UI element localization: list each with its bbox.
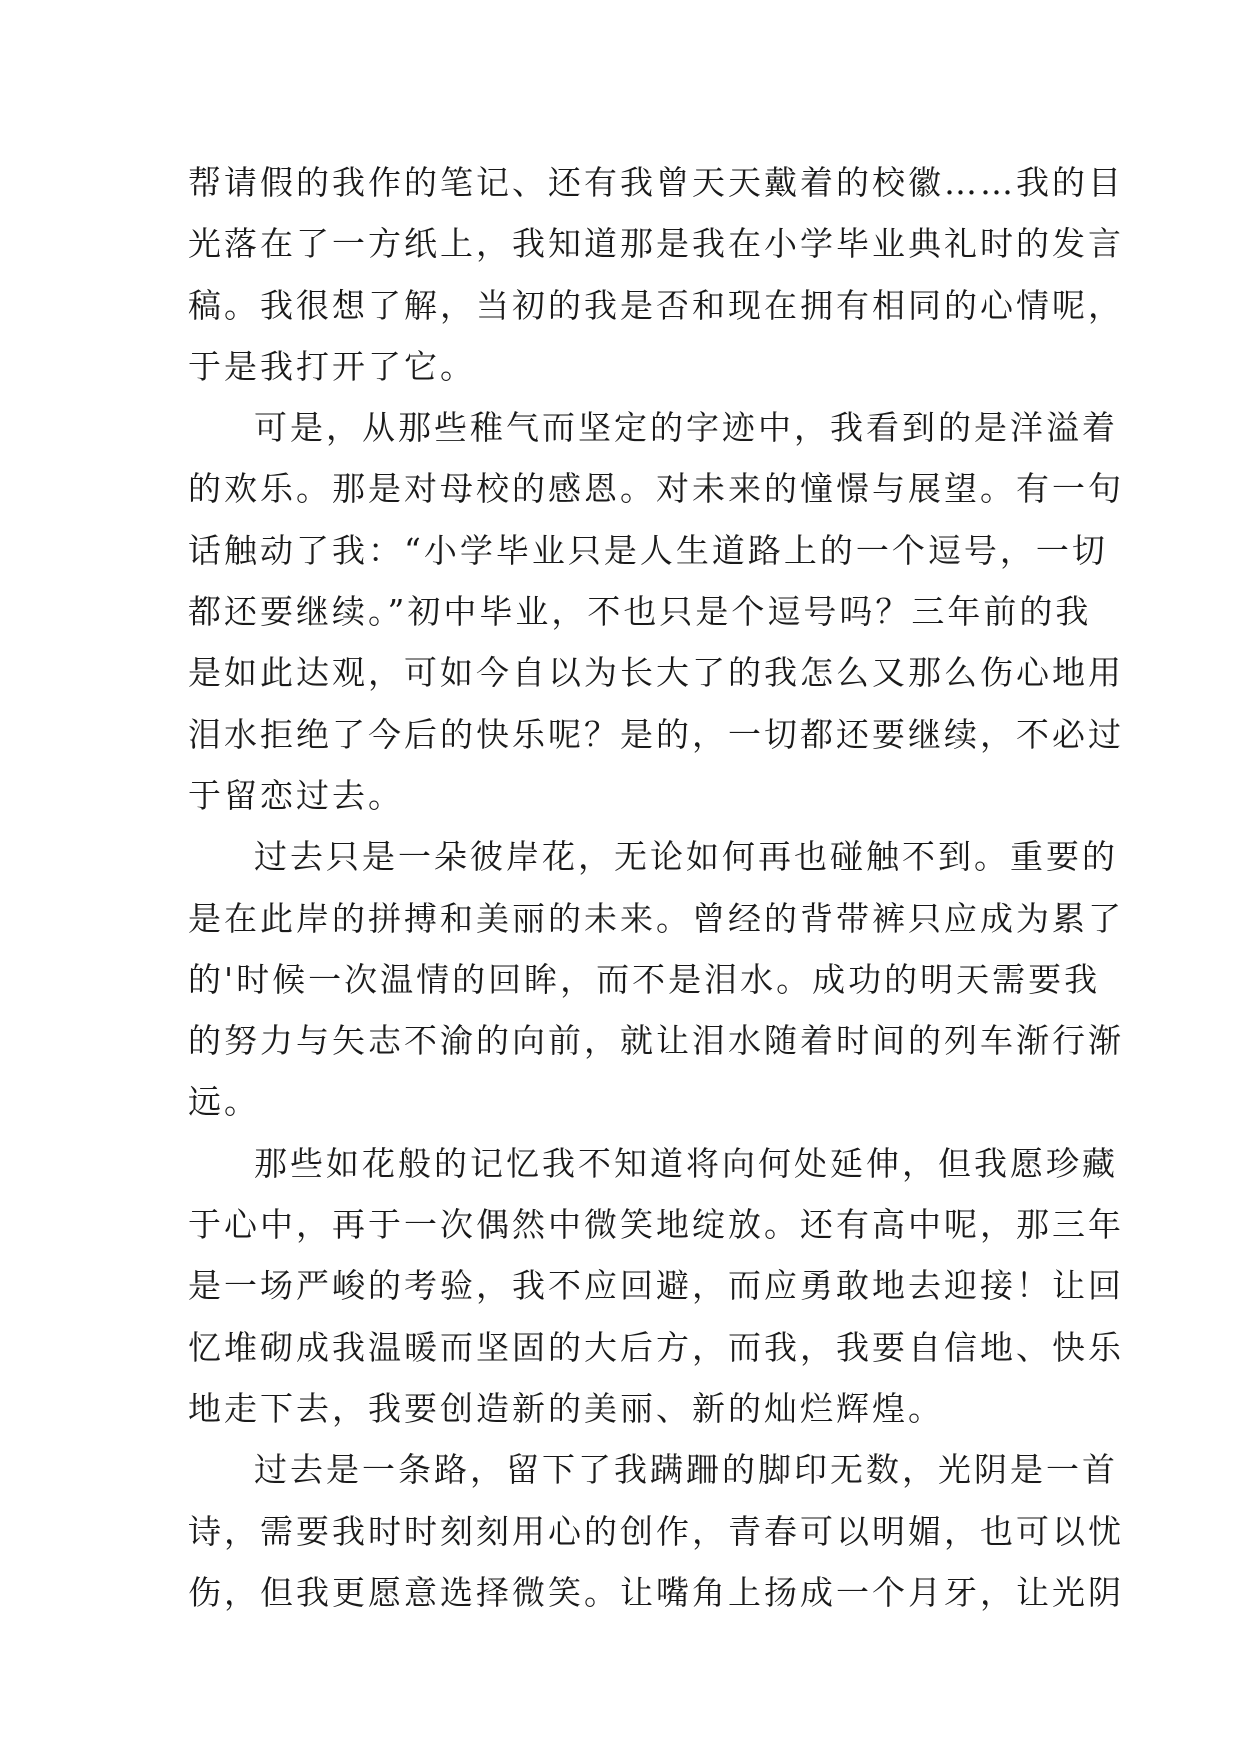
- text-line: 是在此岸的拼搏和美丽的未来。曾经的背带裤只应成为累了: [188, 898, 1124, 938]
- text-line: 远。: [188, 1082, 260, 1122]
- text-line: 稿。我很想了解，当初的我是否和现在拥有相同的心情呢，: [188, 285, 1124, 325]
- text-line: 泪水拒绝了今后的快乐呢？是的，一切都还要继续，不必过: [188, 714, 1124, 754]
- text-line: 的努力与矢志不渝的向前，就让泪水随着时间的列车渐行渐: [188, 1021, 1124, 1061]
- text-line: 于留恋过去。: [188, 775, 404, 815]
- text-line: 帮请假的我作的笔记、还有我曾天天戴着的校徽……我的目: [188, 163, 1124, 202]
- text-line: 诗，需要我时时刻刻用心的创作，青春可以明媚，也可以忧: [188, 1511, 1124, 1551]
- text-line: 忆堆砌成我温暖而坚固的大后方，而我，我要自信地、快乐: [188, 1327, 1124, 1367]
- paragraph-start-line: 过去只是一朵彼岸花，无论如何再也碰触不到。重要的: [254, 837, 1118, 877]
- paragraph-start-line: 过去是一条路，留下了我蹒跚的脚印无数，光阴是一首: [254, 1450, 1118, 1490]
- text-line: 于心中，再于一次偶然中微笑地绽放。还有高中呢，那三年: [188, 1205, 1124, 1245]
- essay-body: [188, 152, 1124, 1623]
- text-line: 都还要继续。”初中毕业，不也只是个逗号吗？三年前的我: [188, 592, 1092, 632]
- text-line: 是如此达观，可如今自以为长大了的我怎么又那么伤心地用: [188, 653, 1124, 693]
- text-line: 的'时候一次温情的回眸，而不是泪水。成功的明天需要我: [188, 959, 1101, 999]
- text-line: 光落在了一方纸上，我知道那是我在小学毕业典礼时的发言: [188, 224, 1124, 264]
- text-line: 是一场严峻的考验，我不应回避，而应勇敢地去迎接！让回: [188, 1266, 1124, 1306]
- text-line: 的欢乐。那是对母校的感恩。对未来的憧憬与展望。有一句: [188, 469, 1124, 509]
- text-line: 话触动了我：“小学毕业只是人生道路上的一个逗号，一切: [188, 530, 1108, 570]
- paragraph-start-line: 那些如花般的记忆我不知道将向何处延伸，但我愿珍藏: [254, 1143, 1118, 1183]
- text-line: 地走下去，我要创造新的美丽、新的灿烂辉煌。: [188, 1388, 944, 1428]
- paragraph-start-line: 可是，从那些稚气而坚定的字迹中，我看到的是洋溢着: [254, 408, 1118, 448]
- text-line: 于是我打开了它。: [188, 346, 476, 386]
- text-line: 伤，但我更愿意选择微笑。让嘴角上扬成一个月牙，让光阴: [188, 1572, 1124, 1612]
